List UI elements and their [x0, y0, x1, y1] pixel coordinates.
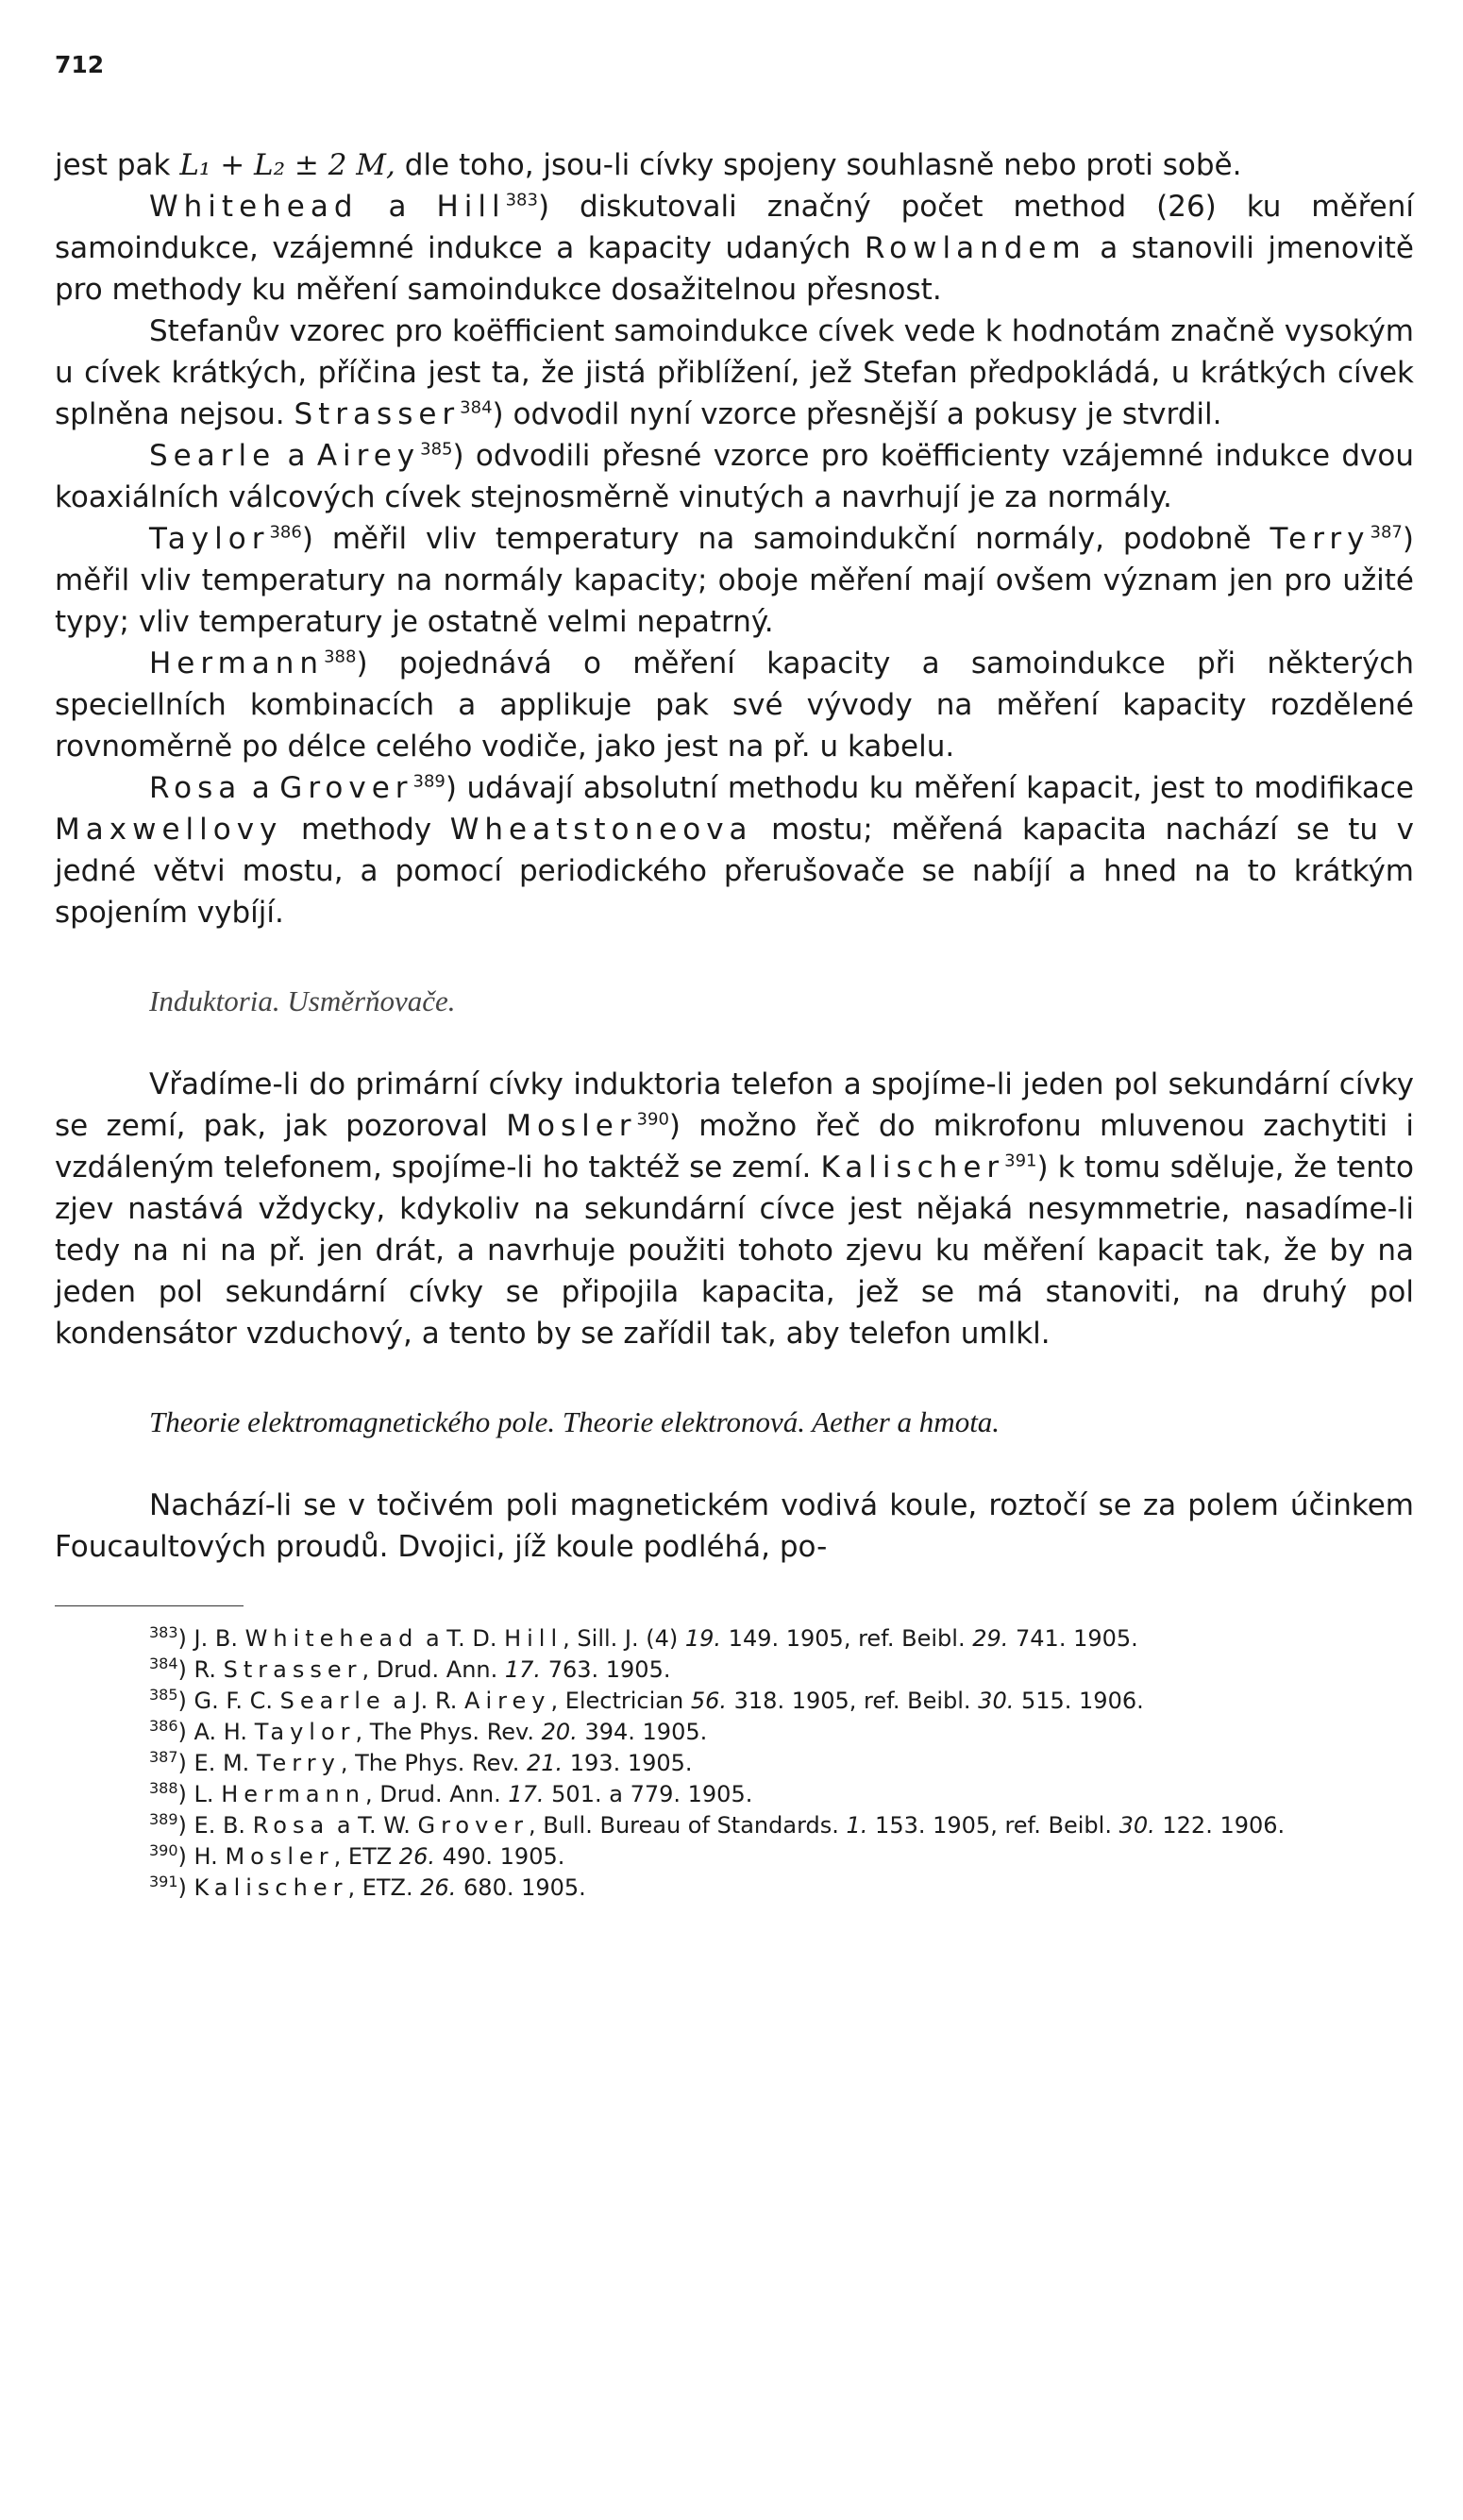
footnote-ref: 388 [324, 647, 357, 667]
author-name: Rowlandem [865, 231, 1086, 265]
footnote-ref: 391 [1004, 1151, 1037, 1171]
paragraph: Vřadíme-li do primární cívky induktoria telefon a spojíme-li jeden pol sekundární cívky se zemí, pak, jak pozoroval Mosler$^{390}$) možno řeč do mikrofonu mluvenou zachytiti i vzdáleným telefonem, spojíme-li ho taktéž se zemí. Kalischer$^{391}$) k tomu sděluje, že tento zjev nastává vždycky, kdykoliv na sekundární cívce jest nějaká nesymmetrie, nasadíme-li tedy na ni na př. jen drát, a navrhuje použiti tohoto zjevu ku měření kapacit tak, že by na jeden pol sekundární cívky se připojila kapacita, jež se má stanoviti, na druhý pol kondensátor vzduchový, a tento by se zařídil tak, aby telefon umlkl. [55, 1067, 1414, 1351]
footnote: $^{385}$) G. F. C. Searle a J. R. Airey, Electrician 56. 318. 1905, ref. Beibl. 30. 515. 1906. [149, 1686, 1144, 1714]
footnote-ref: 384 [460, 397, 493, 418]
author-name: Airey [316, 439, 421, 473]
paragraph: Whitehead a Hill$^{383}$) diskutovali značný počet method (26) ku měření samoindukce, vzájemné indukce a kapacity udaných Rowlandem a stanovili jmenovitě pro methody ku měření samoindukce dosažitelnou přesnost. [55, 190, 1415, 307]
author-name: Maxwellovy [55, 813, 283, 847]
author-name: Grover [279, 771, 413, 805]
author-name: Hill [436, 190, 506, 224]
paragraph: Hermann$^{388}$) pojednává o měření kapacity a samoindukce při některých speciellních kombinacích a applikuje pak své vývody na měření kapacity rozdělené rovnoměrně po délce celého vodiče, jako jest na př. u kabelu. [55, 647, 1414, 764]
footnote: $^{389}$) E. B. Rosa a T. W. Grover, Bull. Bureau of Standards. 1. 153. 1905, ref. Beibl. 30. 122. 1906. [149, 1810, 1286, 1839]
formula: L₁ + L₂ ± 2 M, [179, 148, 395, 182]
author-name: Wheatstoneova [449, 813, 753, 847]
author-name: Terry [1270, 522, 1371, 556]
author-name: Whitehead [149, 190, 359, 224]
footnote-ref: 385 [420, 439, 453, 460]
paragraph: Taylor$^{386}$) měřil vliv temperatury na samoindukční normály, podobně Terry$^{387}$) měřil vliv temperatury na normály kapacity; oboje měření mají ovšem význam jen pro užité typy; vliv temperatury je ostatně velmi nepatrný. [55, 522, 1414, 639]
paragraph: Searle a Airey$^{385}$) odvodili přesné vzorce pro koëfficienty vzájemné indukce dvou koaxiálních válcových cívek stejnosměrně vinutých a navrhují je za normály. [55, 439, 1414, 514]
paragraph: jest pak L₁ + L₂ ± 2 M, dle toho, jsou-li cívky spojeny souhlasně nebo proti sobě. [55, 148, 1242, 182]
author-name: Kalischer [820, 1151, 1005, 1184]
author-name: Hermann [149, 647, 325, 680]
paragraph: Stefanův vzorec pro koëfficient samoindukce cívek vede k hodnotám značně vysokým u cívek krátkých, příčina jest ta, že jistá přiblížení, jež Stefan předpokládá, u krátkých cívek splněna nejsou. Strasser$^{384}$) odvodil nyní vzorce přesnější a pokusy je stvrdil. [55, 314, 1414, 431]
paragraph: Nachází-li se v točivém poli magnetickém vodivá koule, roztočí se za polem účinkem Foucaultových proudů. Dvojici, jíž koule podléhá, po- [55, 1488, 1414, 1564]
footnote: $^{384}$) R. Strasser, Drud. Ann. 17. 763. 1905. [149, 1655, 671, 1683]
footnote-ref: 389 [412, 771, 446, 792]
footnote-divider [55, 1605, 244, 1606]
footnote: $^{386}$) A. H. Taylor, The Phys. Rev. 20. 394. 1905. [149, 1717, 708, 1745]
footnote: $^{383}$) J. B. Whitehead a T. D. Hill, Sill. J. (4) 19. 149. 1905, ref. Beibl. 29. 741. 1905. [149, 1623, 1138, 1652]
footnote-ref: 387 [1370, 522, 1403, 543]
footnote-ref: 386 [269, 522, 302, 543]
page-number: 712 [55, 51, 105, 78]
author-name: Mosler [506, 1109, 637, 1143]
author-name: Strasser [294, 397, 461, 431]
section-heading: Theorie elektromagnetického pole. Theorie elektronová. Aether a hmota. [149, 1405, 1001, 1438]
footnote: $^{390}$) H. Mosler, ETZ 26. 490. 1905. [149, 1841, 565, 1870]
section-heading: Induktoria. Usměrňovače. [149, 984, 456, 1017]
author-name: Taylor [149, 522, 270, 556]
document-page [55, 51, 1414, 1904]
footnote: $^{391}$) Kalischer, ETZ. 26. 680. 1905. [149, 1873, 586, 1901]
footnote-ref: 383 [505, 190, 538, 210]
footnote: $^{387}$) E. M. Terry, The Phys. Rev. 21. 193. 1905. [149, 1748, 693, 1776]
author-name: Rosa [149, 771, 243, 805]
author-name: Searle [149, 439, 277, 473]
footnote: $^{388}$) L. Hermann, Drud. Ann. 17. 501. a 779. 1905. [149, 1779, 753, 1807]
main-text [55, 144, 1414, 1568]
footnote-ref: 390 [636, 1109, 669, 1130]
footnotes [55, 1623, 1414, 1904]
paragraph: Rosa a Grover$^{389}$) udávají absolutní methodu ku měření kapacit, jest to modifikace Maxwellovy methody Wheatstoneova mostu; měřená kapacita nachází se tu v jedné větvi mostu, a pomocí periodického přerušovače se nabíjí a hned na to krátkým spojením vybíjí. [55, 771, 1414, 930]
